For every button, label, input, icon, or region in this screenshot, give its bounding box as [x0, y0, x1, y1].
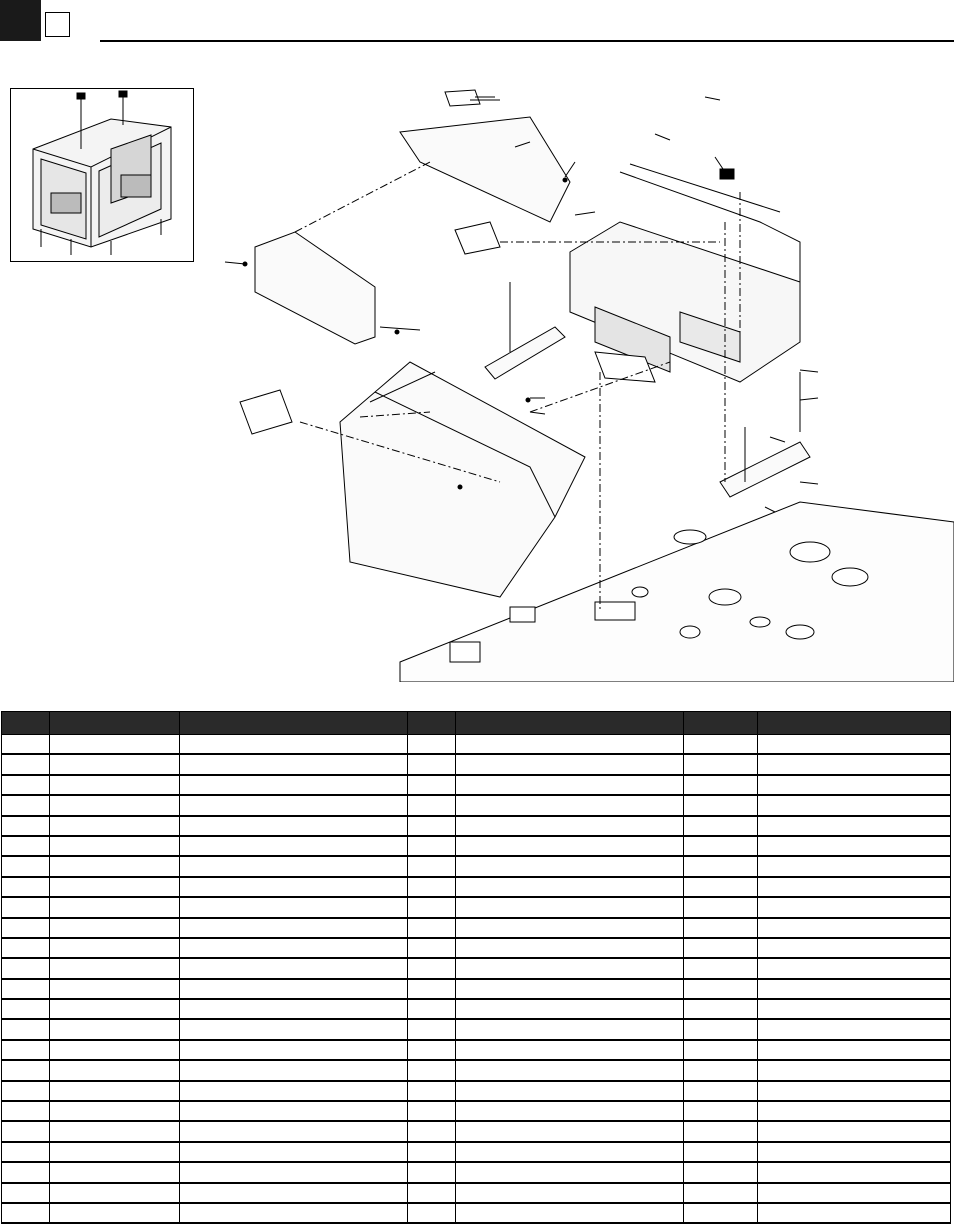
table-cell: [684, 1101, 758, 1121]
overview-inset: [10, 88, 194, 262]
table-cell: [180, 1121, 408, 1141]
table-cell: [456, 1040, 684, 1060]
table-cell: [456, 1019, 684, 1039]
table-cell: [50, 1019, 180, 1039]
table-cell: [456, 856, 684, 876]
table-cell: [2, 897, 50, 917]
table-cell: [684, 979, 758, 999]
machine-overview-illustration: [11, 89, 193, 261]
table-cell: [2, 958, 50, 978]
table-cell: [456, 979, 684, 999]
table-cell: [50, 897, 180, 917]
table-row: [2, 1081, 951, 1101]
table-cell: [50, 795, 180, 815]
table-row: [2, 1101, 951, 1121]
table-header-row: [2, 712, 951, 735]
table-cell: [456, 918, 684, 938]
table-cell: [758, 856, 951, 876]
table-row: [2, 958, 951, 978]
table-cell: [758, 979, 951, 999]
table-cell: [408, 735, 456, 755]
table-cell: [180, 1060, 408, 1080]
table-cell: [2, 999, 50, 1019]
table-cell: [2, 1162, 50, 1182]
table-cell: [684, 754, 758, 774]
exploded-view-drawing: [200, 82, 954, 682]
table-cell: [684, 1040, 758, 1060]
table-cell: [408, 999, 456, 1019]
table-cell: [2, 836, 50, 856]
table-cell: [408, 897, 456, 917]
table-cell: [684, 1121, 758, 1141]
table-row: [2, 754, 951, 774]
table-cell: [456, 1203, 684, 1223]
table-cell: [758, 999, 951, 1019]
right-rail: [720, 442, 810, 497]
table-cell: [50, 938, 180, 958]
table-cell: [456, 1060, 684, 1080]
table-cell: [50, 735, 180, 755]
table-cell: [2, 938, 50, 958]
table-cell: [50, 979, 180, 999]
table-cell: [180, 816, 408, 836]
table-cell: [2, 979, 50, 999]
table-cell: [2, 1183, 50, 1203]
table-cell: [684, 836, 758, 856]
table-cell: [758, 754, 951, 774]
table-cell: [758, 775, 951, 795]
table-cell: [684, 1060, 758, 1080]
table-cell: [2, 856, 50, 876]
table-cell: [180, 1203, 408, 1223]
table-cell: [408, 1203, 456, 1223]
table-cell: [758, 1101, 951, 1121]
table-cell: [684, 918, 758, 938]
table-cell: [408, 958, 456, 978]
table-cell: [456, 836, 684, 856]
table-cell: [758, 1081, 951, 1101]
table-row: [2, 979, 951, 999]
table-cell: [180, 1040, 408, 1060]
table-cell: [50, 1162, 180, 1182]
table-cell: [456, 816, 684, 836]
table-cell: [758, 877, 951, 897]
table-cell: [180, 999, 408, 1019]
column-header: [180, 712, 408, 735]
table-cell: [758, 897, 951, 917]
column-header: [408, 712, 456, 735]
table-cell: [180, 1019, 408, 1039]
table-cell: [456, 735, 684, 755]
table-cell: [50, 856, 180, 876]
table-cell: [2, 775, 50, 795]
table-cell: [180, 735, 408, 755]
table-cell: [408, 1162, 456, 1182]
table-cell: [50, 958, 180, 978]
table-row: [2, 1019, 951, 1039]
table-cell: [50, 1040, 180, 1060]
table-cell: [456, 938, 684, 958]
table-row: [2, 918, 951, 938]
table-cell: [408, 795, 456, 815]
table-cell: [456, 775, 684, 795]
column-header: [684, 712, 758, 735]
column-header: [2, 712, 50, 735]
section-tab-box: [45, 12, 70, 37]
table-cell: [456, 1162, 684, 1182]
table-row: [2, 877, 951, 897]
table-cell: [684, 958, 758, 978]
left-side-cover: [255, 232, 375, 344]
table-cell: [684, 938, 758, 958]
section-tab-black: [0, 0, 41, 41]
table-cell: [456, 958, 684, 978]
table-cell: [758, 938, 951, 958]
table-cell: [456, 1183, 684, 1203]
table-cell: [180, 775, 408, 795]
table-cell: [50, 1060, 180, 1080]
table-cell: [50, 1121, 180, 1141]
table-cell: [180, 1162, 408, 1182]
table-row: [2, 897, 951, 917]
table-cell: [684, 999, 758, 1019]
table-cell: [684, 897, 758, 917]
table-row: [2, 816, 951, 836]
table-cell: [758, 1162, 951, 1182]
table-cell: [180, 979, 408, 999]
table-cell: [758, 836, 951, 856]
top-cover-panel: [400, 117, 570, 222]
table-cell: [50, 918, 180, 938]
table-cell: [180, 836, 408, 856]
table-cell: [2, 1040, 50, 1060]
table-cell: [2, 754, 50, 774]
table-cell: [2, 918, 50, 938]
column-header: [50, 712, 180, 735]
table-cell: [758, 1142, 951, 1162]
left-rail: [485, 327, 565, 379]
table-cell: [50, 1183, 180, 1203]
table-cell: [684, 1162, 758, 1182]
table-cell: [456, 877, 684, 897]
table-cell: [180, 1101, 408, 1121]
table-cell: [456, 1121, 684, 1141]
table-cell: [50, 1101, 180, 1121]
table-cell: [684, 1019, 758, 1039]
table-row: [2, 1203, 951, 1223]
table-cell: [2, 1142, 50, 1162]
table-cell: [758, 795, 951, 815]
table-cell: [50, 999, 180, 1019]
table-cell: [180, 918, 408, 938]
table-cell: [180, 754, 408, 774]
front-hood: [340, 362, 585, 597]
table-cell: [408, 877, 456, 897]
table-cell: [456, 795, 684, 815]
table-cell: [180, 795, 408, 815]
table-cell: [408, 775, 456, 795]
table-cell: [2, 1081, 50, 1101]
column-header: [758, 712, 951, 735]
table-row: [2, 735, 951, 755]
table-cell: [180, 856, 408, 876]
table-row: [2, 1142, 951, 1162]
table-cell: [684, 1183, 758, 1203]
table-cell: [180, 958, 408, 978]
parts-table-body: [2, 735, 951, 1224]
table-cell: [758, 816, 951, 836]
table-cell: [408, 938, 456, 958]
table-cell: [408, 754, 456, 774]
table-cell: [408, 1101, 456, 1121]
table-cell: [2, 1101, 50, 1121]
table-cell: [684, 1081, 758, 1101]
table-cell: [408, 1183, 456, 1203]
table-cell: [180, 877, 408, 897]
table-cell: [408, 1081, 456, 1101]
table-cell: [408, 836, 456, 856]
table-cell: [2, 1121, 50, 1141]
table-cell: [684, 775, 758, 795]
table-cell: [408, 1040, 456, 1060]
table-row: [2, 1040, 951, 1060]
table-cell: [50, 1203, 180, 1223]
table-cell: [180, 1142, 408, 1162]
table-cell: [758, 1060, 951, 1080]
table-row: [2, 999, 951, 1019]
table-cell: [408, 856, 456, 876]
table-row: [2, 836, 951, 856]
table-cell: [456, 999, 684, 1019]
table-cell: [2, 1019, 50, 1039]
table-cell: [50, 754, 180, 774]
table-cell: [50, 1081, 180, 1101]
table-cell: [758, 1121, 951, 1141]
table-cell: [684, 877, 758, 897]
table-cell: [2, 735, 50, 755]
table-cell: [684, 735, 758, 755]
table-cell: [408, 1060, 456, 1080]
table-cell: [408, 1142, 456, 1162]
table-cell: [456, 1142, 684, 1162]
table-row: [2, 795, 951, 815]
table-row: [2, 938, 951, 958]
table-cell: [684, 1142, 758, 1162]
parts-list-table: [1, 711, 951, 1224]
table-cell: [456, 897, 684, 917]
table-row: [2, 856, 951, 876]
table-cell: [408, 979, 456, 999]
table-row: [2, 1183, 951, 1203]
table-cell: [758, 1183, 951, 1203]
table-cell: [2, 795, 50, 815]
table-cell: [180, 1081, 408, 1101]
table-cell: [456, 754, 684, 774]
table-cell: [2, 1203, 50, 1223]
table-cell: [180, 897, 408, 917]
table-cell: [684, 1203, 758, 1223]
table-row: [2, 1162, 951, 1182]
table-cell: [408, 816, 456, 836]
table-cell: [180, 1183, 408, 1203]
table-cell: [758, 958, 951, 978]
table-cell: [50, 1142, 180, 1162]
table-cell: [50, 816, 180, 836]
table-cell: [50, 775, 180, 795]
table-cell: [50, 836, 180, 856]
table-row: [2, 1121, 951, 1141]
table-cell: [408, 918, 456, 938]
table-row: [2, 775, 951, 795]
table-cell: [684, 856, 758, 876]
table-cell: [684, 816, 758, 836]
table-cell: [758, 1040, 951, 1060]
table-cell: [758, 918, 951, 938]
table-cell: [408, 1121, 456, 1141]
table-cell: [758, 1203, 951, 1223]
table-cell: [758, 1019, 951, 1039]
table-cell: [50, 877, 180, 897]
table-row: [2, 1060, 951, 1080]
table-cell: [2, 816, 50, 836]
table-cell: [2, 1060, 50, 1080]
table-cell: [408, 1019, 456, 1039]
table-cell: [180, 938, 408, 958]
header-rule: [100, 40, 954, 42]
column-header: [456, 712, 684, 735]
table-cell: [684, 795, 758, 815]
table-cell: [2, 877, 50, 897]
table-cell: [456, 1101, 684, 1121]
table-cell: [456, 1081, 684, 1101]
table-cell: [758, 735, 951, 755]
